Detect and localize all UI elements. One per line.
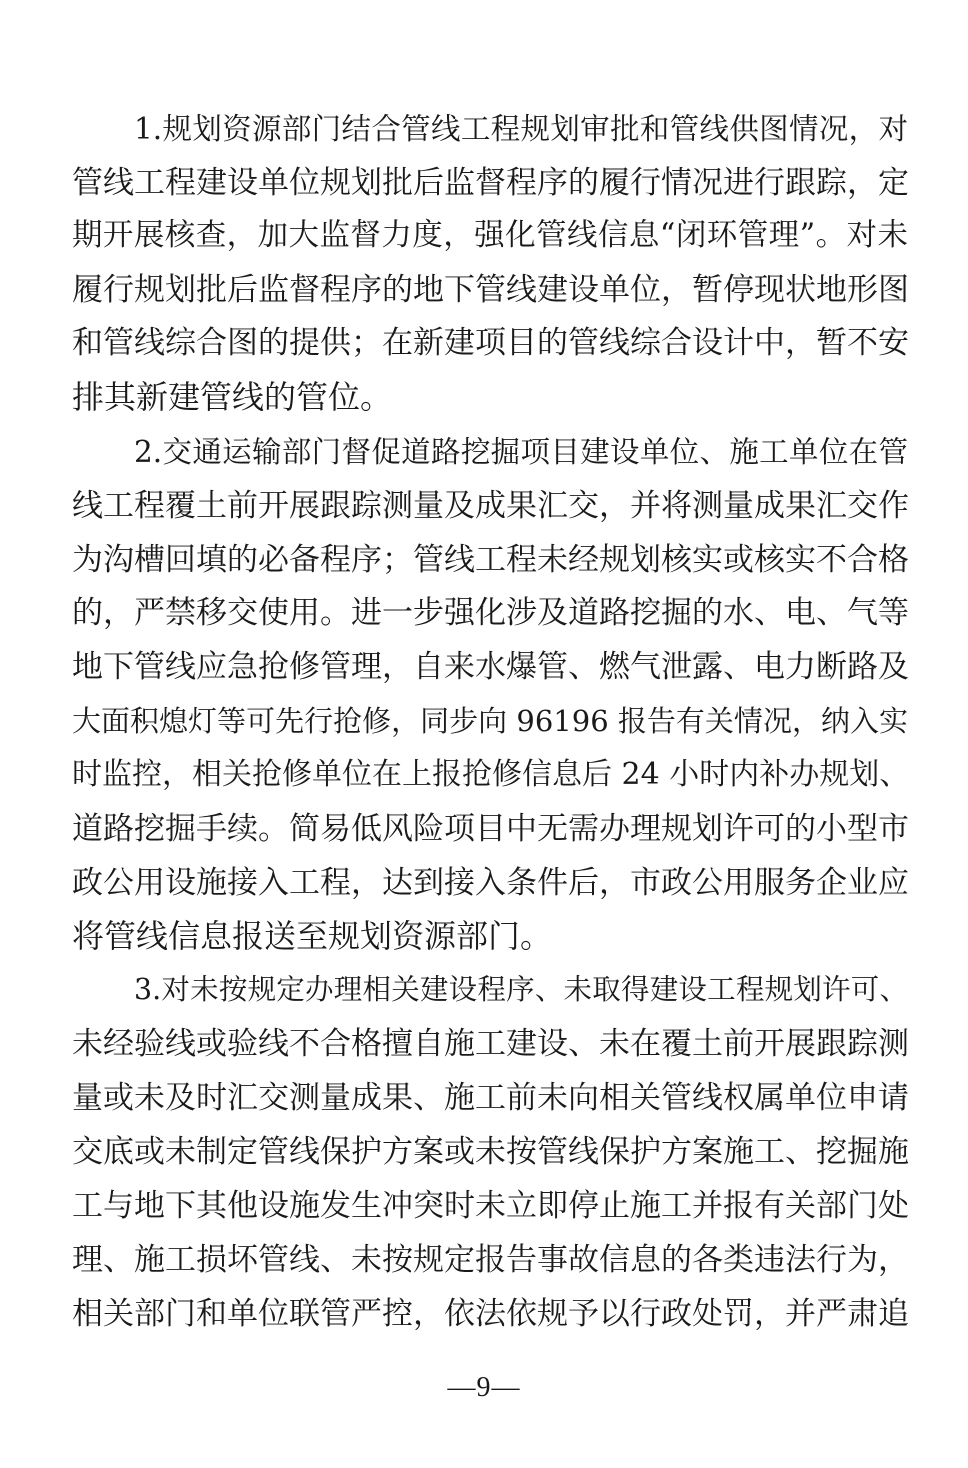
- paragraph-2-line-4: 的，严禁移交使用。进一步强化涉及道路挖掘的水、电、气等: [72, 595, 909, 631]
- paragraph-2-line-3: 为沟槽回填的必备程序；管线工程未经规划核实或核实不合格: [72, 542, 909, 578]
- page-number: —9—: [447, 1372, 521, 1403]
- paragraph-1-line-6: 排其新建管线的管位。: [72, 378, 393, 416]
- paragraph-2-line-7: 时监控，相关抢修单位在上报抢修信息后 24 小时内补办规划、: [72, 757, 910, 792]
- paragraph-2-line-5: 地下管线应急抢修管理，自来水爆管、燃气泄露、电力断路及: [72, 649, 909, 685]
- paragraph-2-line-2: 线工程覆土前开展跟踪测量及成果汇交，并将测量成果汇交作: [72, 488, 909, 524]
- paragraph-1-line-2: 管线工程建设单位规划批后监督程序的履行情况进行跟踪，定: [72, 165, 909, 201]
- paragraph-2-line-10: 将管线信息报送至规划资源部门。: [72, 917, 553, 955]
- paragraph-2-line-9: 政公用设施接入工程，达到接入条件后，市政公用服务企业应: [72, 865, 909, 901]
- paragraph-1-line-3: 期开展核查，加大监督力度，强化管线信息“闭环管理”。对未: [72, 218, 908, 253]
- paragraph-1-line-5: 和管线综合图的提供；在新建项目的管线综合设计中，暂不安: [72, 325, 909, 361]
- paragraph-1-line-1: 1.规划资源部门结合管线工程规划审批和管线供图情况，对: [134, 112, 908, 146]
- paragraph-3-line-6: 理、施工损坏管线、未按规定报告事故信息的各类违法行为，: [72, 1242, 909, 1278]
- paragraph-1-line-4: 履行规划批后监督程序的地下管线建设单位，暂停现状地形图: [72, 272, 909, 308]
- paragraph-2-line-1: 2.交通运输部门督促道路挖掘项目建设单位、施工单位在管: [134, 435, 908, 469]
- paragraph-3-line-1: 3.对未按规定办理相关建设程序、未取得建设工程规划许可、: [134, 973, 908, 1006]
- paragraph-3-line-4: 交底或未制定管线保护方案或未按管线保护方案施工、挖掘施: [72, 1134, 909, 1170]
- paragraph-2-line-8: 道路挖掘手续。简易低风险项目中无需办理规划许可的小型市: [72, 811, 909, 847]
- paragraph-3-line-5: 工与地下其他设施发生冲突时未立即停止施工并报有关部门处: [72, 1188, 909, 1224]
- paragraph-3-line-7: 相关部门和单位联管严控，依法依规予以行政处罚，并严肃追: [72, 1296, 909, 1332]
- paragraph-3-line-2: 未经验线或验线不合格擅自施工建设、未在覆土前开展跟踪测: [72, 1026, 909, 1062]
- paragraph-2-line-6: 大面积熄灯等可先行抢修，同步向 96196 报告有关情况，纳入实: [72, 704, 908, 738]
- paragraph-3-line-3: 量或未及时汇交测量成果、施工前未向相关管线权属单位申请: [72, 1080, 909, 1116]
